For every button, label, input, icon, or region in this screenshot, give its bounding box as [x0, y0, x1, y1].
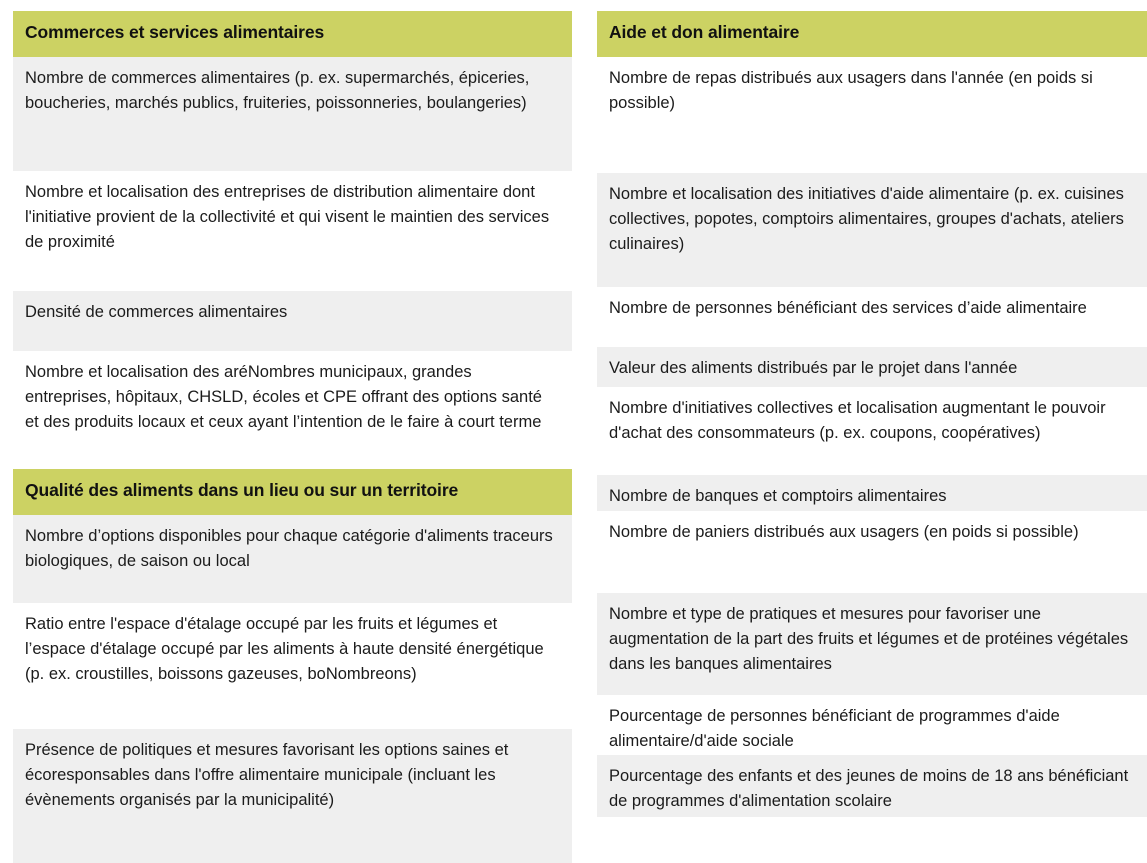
section-header-aide: Aide et don alimentaire: [597, 11, 1147, 57]
indicator-row: Nombre d'initiatives collectives et localisation augmentant le pouvoir d'achat des consommateurs (p. ex. coupons, coopératives): [597, 387, 1147, 475]
section-header-qualite: Qualité des aliments dans un lieu ou sur un territoire: [13, 469, 572, 515]
indicator-row: Nombre de paniers distribués aux usagers (en poids si possible): [597, 511, 1147, 593]
indicator-row: Nombre et localisation des entreprises de distribution alimentaire dont l'initiative provient de la collectivité et qui visent le maintien des services de proximité: [13, 171, 572, 291]
indicator-row: Nombre de banques et comptoirs alimentaires: [597, 475, 1147, 511]
indicator-row: Nombre de personnes bénéficiant des services d’aide alimentaire: [597, 287, 1147, 347]
indicator-row: Densité de commerces alimentaires: [13, 291, 572, 351]
indicator-row: Nombre et localisation des aréNombres municipaux, grandes entreprises, hôpitaux, CHSLD, écoles et CPE offrant des options santé et des produits locaux et ceux ayant l’intention de le faire à court terme: [13, 351, 572, 469]
indicator-row: Présence de politiques et mesures favorisant les options saines et écoresponsables dans l'offre alimentaire municipale (incluant les évènements organisés par la municipalité): [13, 729, 572, 863]
indicator-row: Valeur des aliments distribués par le projet dans l'année: [597, 347, 1147, 387]
right-column: [592, 0, 1147, 817]
indicator-row: Nombre de repas distribués aux usagers dans l'année (en poids si possible): [597, 57, 1147, 173]
left-column: [0, 0, 572, 863]
indicator-row: Pourcentage des enfants et des jeunes de moins de 18 ans bénéficiant de programmes d'alimentation scolaire: [597, 755, 1147, 817]
indicator-row: Nombre d’options disponibles pour chaque catégorie d'aliments traceurs biologiques, de saison ou local: [13, 515, 572, 603]
indicator-row: Pourcentage de personnes bénéficiant de programmes d'aide alimentaire/d'aide sociale: [597, 695, 1147, 755]
indicator-row: Nombre et localisation des initiatives d'aide alimentaire (p. ex. cuisines collectives, popotes, comptoirs alimentaires, groupes d'achats, ateliers culinaires): [597, 173, 1147, 287]
indicator-row: Nombre de commerces alimentaires (p. ex. supermarchés, épiceries, boucheries, marchés publics, fruiteries, poissonneries, boulangeries): [13, 57, 572, 171]
indicator-row: Ratio entre l'espace d'étalage occupé par les fruits et légumes et l’espace d'étalage occupé par les aliments à haute densité énergétique (p. ex. croustilles, boissons gazeuses, boNombreons): [13, 603, 572, 729]
section-header-commerces: Commerces et services alimentaires: [13, 11, 572, 57]
indicator-row: Nombre et type de pratiques et mesures pour favoriser une augmentation de la part des fruits et légumes et de protéines végétales dans les banques alimentaires: [597, 593, 1147, 695]
